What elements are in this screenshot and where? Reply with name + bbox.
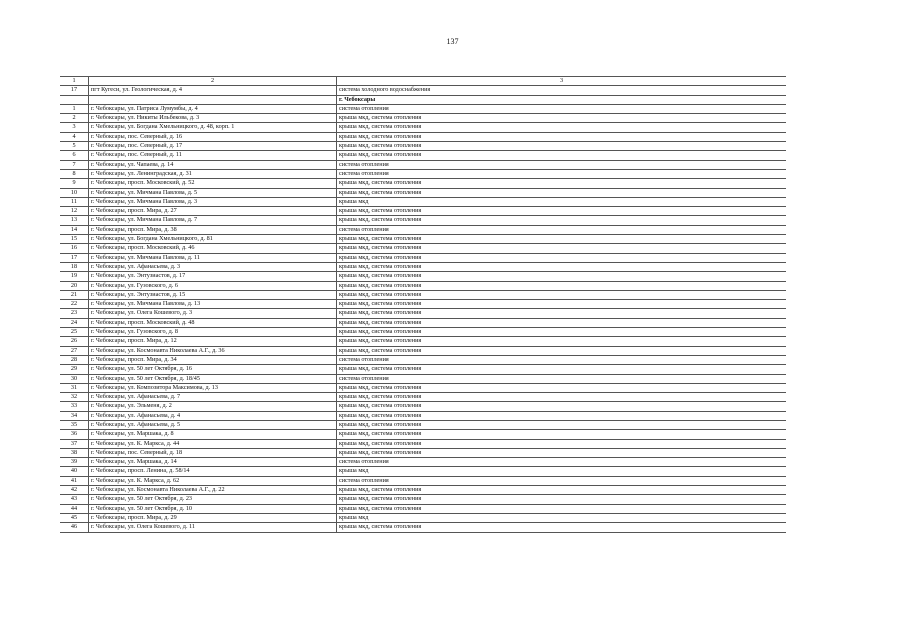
row-systems: система отопления bbox=[337, 225, 787, 234]
table-row bbox=[60, 337, 786, 346]
row-systems: система отопления bbox=[337, 355, 787, 364]
row-address: г. Чебоксары, ул. Энтузиастов, д. 15 bbox=[89, 290, 337, 299]
table-row bbox=[60, 523, 786, 532]
row-number: 11 bbox=[60, 197, 89, 206]
row-address: г. Чебоксары, ул. Патриса Лумумбы, д. 4 bbox=[89, 104, 337, 113]
table-row bbox=[60, 114, 786, 123]
row-address: г. Чебоксары, просп. Мира, д. 29 bbox=[89, 513, 337, 522]
row-systems: крыша мкд, система отопления bbox=[337, 142, 787, 151]
row-number: 23 bbox=[60, 309, 89, 318]
row-systems: система отопления bbox=[337, 476, 787, 485]
row-number: 37 bbox=[60, 439, 89, 448]
row-number: 12 bbox=[60, 207, 89, 216]
row-systems: крыша мкд bbox=[337, 467, 787, 476]
row-systems: система холодного водоснабжения bbox=[337, 86, 787, 95]
table-row bbox=[60, 458, 786, 467]
table-row bbox=[60, 467, 786, 476]
table-row bbox=[60, 179, 786, 188]
row-address: г. Чебоксары, просп. Мира, д. 27 bbox=[89, 207, 337, 216]
row-address: г. Чебоксары, ул. Маршака, д. 14 bbox=[89, 458, 337, 467]
row-address: г. Чебоксары, просп. Московский, д. 46 bbox=[89, 244, 337, 253]
table-row bbox=[60, 132, 786, 141]
row-number: 6 bbox=[60, 151, 89, 160]
table-row bbox=[60, 383, 786, 392]
table-row bbox=[60, 430, 786, 439]
row-systems: система отопления bbox=[337, 169, 787, 178]
row-number: 26 bbox=[60, 337, 89, 346]
row-systems: крыша мкд, система отопления bbox=[337, 309, 787, 318]
row-address: г. Чебоксары, ул. Никиты Ильбекова, д. 3 bbox=[89, 114, 337, 123]
table-row bbox=[60, 160, 786, 169]
header-cell-2: 2 bbox=[89, 77, 337, 86]
row-address: г. Чебоксары, ул. Композитора Максимова, д. 13 bbox=[89, 383, 337, 392]
row-systems: крыша мкд, система отопления bbox=[337, 411, 787, 420]
row-number: 33 bbox=[60, 402, 89, 411]
row-address: г. Чебоксары, просп. Ленина, д. 58/14 bbox=[89, 467, 337, 476]
row-address: г. Чебоксары, ул. Мичмана Павлова, д. 3 bbox=[89, 197, 337, 206]
row-address: г. Чебоксары, ул. Богдана Хмельницкого, д. 81 bbox=[89, 235, 337, 244]
row-address: г. Чебоксары, ул. Афанасьева, д. 3 bbox=[89, 262, 337, 271]
row-address: г. Чебоксары, ул. 50 лет Октября, д. 18/45 bbox=[89, 374, 337, 383]
row-address: г. Чебоксары, ул. Олега Кошевого, д. 3 bbox=[89, 309, 337, 318]
row-number: 18 bbox=[60, 262, 89, 271]
row-address: г. Чебоксары, просп. Московский, д. 52 bbox=[89, 179, 337, 188]
table-row bbox=[60, 402, 786, 411]
table-row bbox=[60, 197, 786, 206]
city-heading-empty-cell bbox=[60, 95, 89, 104]
row-number: 44 bbox=[60, 504, 89, 513]
table-row bbox=[60, 318, 786, 327]
table-row bbox=[60, 104, 786, 113]
row-systems: крыша мкд, система отопления bbox=[337, 402, 787, 411]
row-systems: крыша мкд bbox=[337, 513, 787, 522]
row-number: 21 bbox=[60, 290, 89, 299]
row-systems: система отопления bbox=[337, 160, 787, 169]
row-systems: крыша мкд, система отопления bbox=[337, 207, 787, 216]
row-address: г. Чебоксары, ул. Космонавта Николаева А.Г., д. 36 bbox=[89, 346, 337, 355]
row-address: г. Чебоксары, ул. Энтузиастов, д. 17 bbox=[89, 272, 337, 281]
row-number: 35 bbox=[60, 420, 89, 429]
row-number: 2 bbox=[60, 114, 89, 123]
row-systems: крыша мкд, система отопления bbox=[337, 439, 787, 448]
table-row bbox=[60, 188, 786, 197]
row-address: г. Чебоксары, ул. Мичмана Павлова, д. 5 bbox=[89, 188, 337, 197]
table-row bbox=[60, 290, 786, 299]
row-address: г. Чебоксары, ул. Чапаева, д. 14 bbox=[89, 160, 337, 169]
row-number: 4 bbox=[60, 132, 89, 141]
row-number: 41 bbox=[60, 476, 89, 485]
table-row bbox=[60, 272, 786, 281]
row-systems: крыша мкд, система отопления bbox=[337, 235, 787, 244]
row-number: 1 bbox=[60, 104, 89, 113]
row-number: 32 bbox=[60, 393, 89, 402]
row-systems: крыша мкд, система отопления bbox=[337, 486, 787, 495]
table-row bbox=[60, 262, 786, 271]
table-row bbox=[60, 495, 786, 504]
city-heading-empty-cell bbox=[89, 95, 337, 104]
row-systems: крыша мкд, система отопления bbox=[337, 151, 787, 160]
row-address: г. Чебоксары, просп. Мира, д. 38 bbox=[89, 225, 337, 234]
table-row bbox=[60, 328, 786, 337]
row-number: 45 bbox=[60, 513, 89, 522]
table-row bbox=[60, 207, 786, 216]
row-address: г. Чебоксары, ул. Олега Кошевого, д. 11 bbox=[89, 523, 337, 532]
table-row bbox=[60, 420, 786, 429]
row-systems: крыша мкд, система отопления bbox=[337, 114, 787, 123]
row-address: г. Чебоксары, ул. Афанасьева, д. 7 bbox=[89, 393, 337, 402]
table-row bbox=[60, 123, 786, 132]
row-address: г. Чебоксары, ул. Эльменя, д. 2 bbox=[89, 402, 337, 411]
row-address: пгт Кугеси, ул. Геологическая, д. 4 bbox=[89, 86, 337, 95]
table-row bbox=[60, 235, 786, 244]
row-address: г. Чебоксары, ул. 50 лет Октября, д. 23 bbox=[89, 495, 337, 504]
table-row bbox=[60, 355, 786, 364]
row-number: 20 bbox=[60, 281, 89, 290]
row-address: г. Чебоксары, ул. Богдана Хмельницкого, д. 48, корп. 1 bbox=[89, 123, 337, 132]
row-number: 13 bbox=[60, 216, 89, 225]
row-address: г. Чебоксары, ул. Гузовского, д. 6 bbox=[89, 281, 337, 290]
table-row bbox=[60, 281, 786, 290]
row-number: 24 bbox=[60, 318, 89, 327]
row-number: 30 bbox=[60, 374, 89, 383]
row-systems: крыша мкд, система отопления bbox=[337, 430, 787, 439]
registry-table-body bbox=[60, 77, 786, 533]
row-number: 38 bbox=[60, 448, 89, 457]
row-number: 15 bbox=[60, 235, 89, 244]
row-systems: крыша мкд, система отопления bbox=[337, 337, 787, 346]
row-number: 34 bbox=[60, 411, 89, 420]
table-row bbox=[60, 365, 786, 374]
row-systems: крыша мкд, система отопления bbox=[337, 420, 787, 429]
row-address: г. Чебоксары, ул. Маршака, д. 8 bbox=[89, 430, 337, 439]
table-row bbox=[60, 486, 786, 495]
row-address: г. Чебоксары, ул. 50 лет Октября, д. 10 bbox=[89, 504, 337, 513]
row-number: 31 bbox=[60, 383, 89, 392]
header-cell-1: 1 bbox=[60, 77, 89, 86]
table-row bbox=[60, 151, 786, 160]
row-address: г. Чебоксары, пос. Северный, д. 18 bbox=[89, 448, 337, 457]
table-row bbox=[60, 374, 786, 383]
table-row bbox=[60, 513, 786, 522]
row-number: 25 bbox=[60, 328, 89, 337]
table-row bbox=[60, 225, 786, 234]
table-row bbox=[60, 439, 786, 448]
row-number: 22 bbox=[60, 300, 89, 309]
row-number: 36 bbox=[60, 430, 89, 439]
row-number: 14 bbox=[60, 225, 89, 234]
table-row bbox=[60, 504, 786, 513]
table-row bbox=[60, 244, 786, 253]
row-systems: крыша мкд, система отопления bbox=[337, 188, 787, 197]
table-row bbox=[60, 309, 786, 318]
row-systems: крыша мкд, система отопления bbox=[337, 523, 787, 532]
row-address: г. Чебоксары, пос. Северный, д. 17 bbox=[89, 142, 337, 151]
row-number: 27 bbox=[60, 346, 89, 355]
table-row bbox=[60, 393, 786, 402]
row-systems: крыша мкд, система отопления bbox=[337, 504, 787, 513]
row-systems: крыша мкд, система отопления bbox=[337, 272, 787, 281]
row-systems: крыша мкд, система отопления bbox=[337, 290, 787, 299]
table-header-row bbox=[60, 77, 786, 86]
table-row bbox=[60, 142, 786, 151]
row-address: г. Чебоксары, ул. К. Маркса, д. 44 bbox=[89, 439, 337, 448]
row-systems: крыша мкд, система отопления bbox=[337, 318, 787, 327]
row-systems: крыша мкд, система отопления bbox=[337, 262, 787, 271]
row-address: г. Чебоксары, ул. Мичмана Павлова, д. 11 bbox=[89, 253, 337, 262]
row-number: 28 bbox=[60, 355, 89, 364]
table-row bbox=[60, 411, 786, 420]
row-number: 8 bbox=[60, 169, 89, 178]
table-row bbox=[60, 300, 786, 309]
row-number: 42 bbox=[60, 486, 89, 495]
row-systems: система отопления bbox=[337, 104, 787, 113]
row-number: 46 bbox=[60, 523, 89, 532]
row-number: 7 bbox=[60, 160, 89, 169]
row-systems: крыша мкд, система отопления bbox=[337, 132, 787, 141]
row-systems: крыша мкд, система отопления bbox=[337, 244, 787, 253]
city-heading-row bbox=[60, 95, 786, 104]
page-number: 137 bbox=[446, 37, 459, 46]
row-number: 17 bbox=[60, 86, 89, 95]
row-number: 9 bbox=[60, 179, 89, 188]
row-systems: крыша мкд, система отопления bbox=[337, 393, 787, 402]
header-cell-3: 3 bbox=[337, 77, 787, 86]
row-number: 29 bbox=[60, 365, 89, 374]
row-systems: крыша мкд, система отопления bbox=[337, 365, 787, 374]
row-systems: система отопления bbox=[337, 458, 787, 467]
row-systems: крыша мкд bbox=[337, 197, 787, 206]
table-row bbox=[60, 216, 786, 225]
row-systems: крыша мкд, система отопления bbox=[337, 216, 787, 225]
row-address: г. Чебоксары, просп. Московский, д. 48 bbox=[89, 318, 337, 327]
row-number: 40 bbox=[60, 467, 89, 476]
registry-table bbox=[60, 76, 786, 533]
row-systems: крыша мкд, система отопления bbox=[337, 448, 787, 457]
table-row bbox=[60, 169, 786, 178]
row-address: г. Чебоксары, пос. Северный, д. 11 bbox=[89, 151, 337, 160]
row-systems: система отопления bbox=[337, 374, 787, 383]
row-address: г. Чебоксары, просп. Мира, д. 12 bbox=[89, 337, 337, 346]
row-systems: крыша мкд, система отопления bbox=[337, 253, 787, 262]
row-systems: крыша мкд, система отопления bbox=[337, 383, 787, 392]
table-row bbox=[60, 476, 786, 485]
row-systems: крыша мкд, система отопления bbox=[337, 328, 787, 337]
row-address: г. Чебоксары, ул. Афанасьева, д. 5 bbox=[89, 420, 337, 429]
row-number: 3 bbox=[60, 123, 89, 132]
row-address: г. Чебоксары, просп. Мира, д. 34 bbox=[89, 355, 337, 364]
row-number: 16 bbox=[60, 244, 89, 253]
row-systems: крыша мкд, система отопления bbox=[337, 495, 787, 504]
row-address: г. Чебоксары, ул. Мичмана Павлова, д. 7 bbox=[89, 216, 337, 225]
row-address: г. Чебоксары, пос. Северный, д. 16 bbox=[89, 132, 337, 141]
row-number: 19 bbox=[60, 272, 89, 281]
table-row bbox=[60, 86, 786, 95]
row-address: г. Чебоксары, ул. Гузовского, д. 8 bbox=[89, 328, 337, 337]
table-row bbox=[60, 448, 786, 457]
row-number: 10 bbox=[60, 188, 89, 197]
row-address: г. Чебоксары, ул. Афанасьева, д. 4 bbox=[89, 411, 337, 420]
row-systems: крыша мкд, система отопления bbox=[337, 300, 787, 309]
row-systems: крыша мкд, система отопления bbox=[337, 179, 787, 188]
row-systems: крыша мкд, система отопления bbox=[337, 346, 787, 355]
city-heading: г. Чебоксары bbox=[337, 95, 787, 104]
row-number: 39 bbox=[60, 458, 89, 467]
row-systems: крыша мкд, система отопления bbox=[337, 123, 787, 132]
row-address: г. Чебоксары, ул. Космонавта Николаева А.Г., д. 22 bbox=[89, 486, 337, 495]
row-address: г. Чебоксары, ул. 50 лет Октября, д. 16 bbox=[89, 365, 337, 374]
table-row bbox=[60, 346, 786, 355]
row-address: г. Чебоксары, ул. Мичмана Павлова, д. 13 bbox=[89, 300, 337, 309]
row-systems: крыша мкд, система отопления bbox=[337, 281, 787, 290]
row-address: г. Чебоксары, ул. К. Маркса, д. 62 bbox=[89, 476, 337, 485]
table-row bbox=[60, 253, 786, 262]
row-number: 43 bbox=[60, 495, 89, 504]
row-number: 17 bbox=[60, 253, 89, 262]
row-address: г. Чебоксары, ул. Ленинградская, д. 31 bbox=[89, 169, 337, 178]
row-number: 5 bbox=[60, 142, 89, 151]
